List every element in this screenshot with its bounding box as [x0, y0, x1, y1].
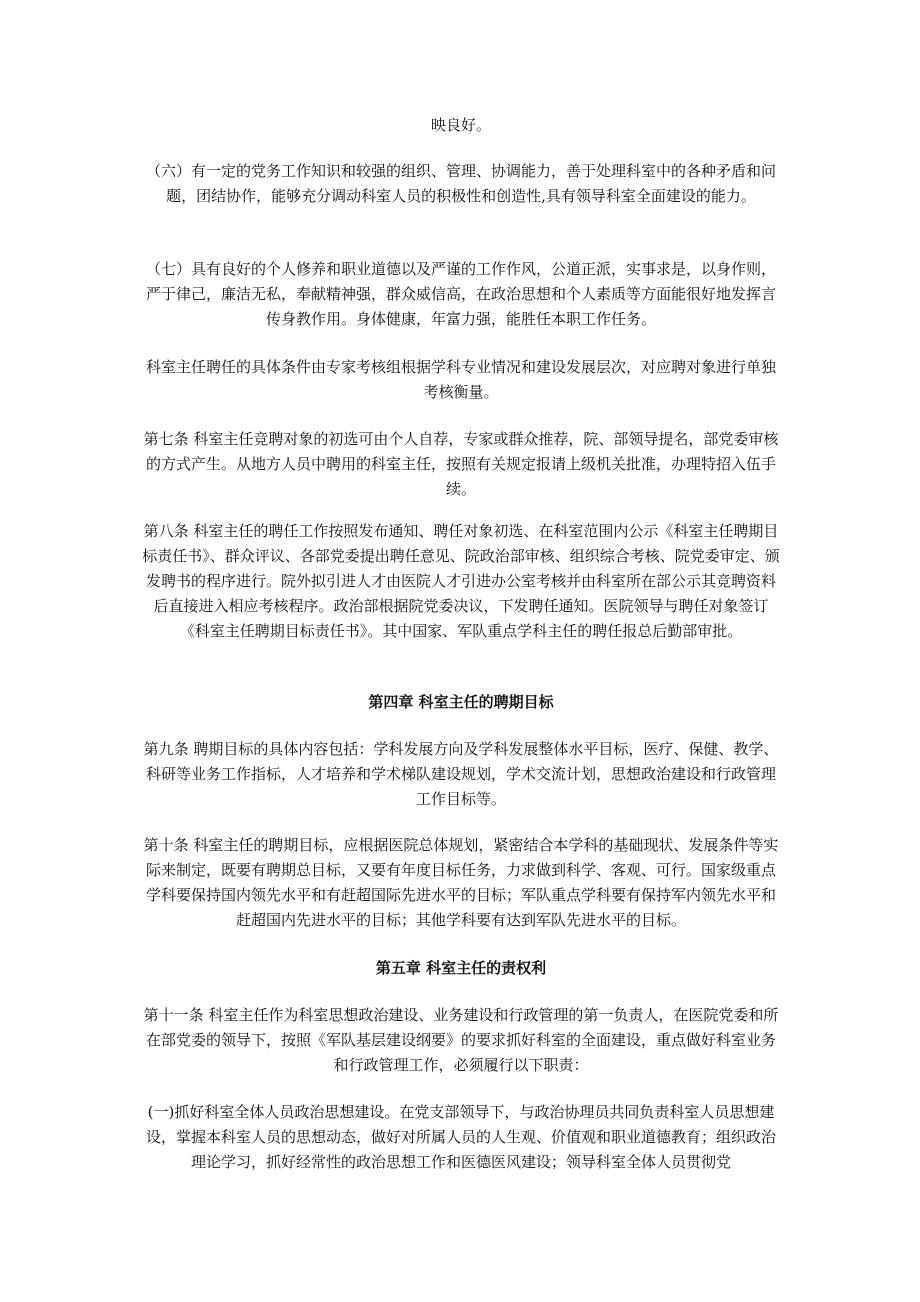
- paragraph-continuation: 映良好。: [430, 116, 491, 134]
- paragraph-article-8: 第八条 科室主任的聘任工作按照发布通知、聘任对象初选、在科室范围内公示《科室主任聘期目标责任书》、群众评议、各部党委提出聘任意见、院政治部审核、组织综合考核、院党委审定、颁发聘书的程序进行。院外拟引进人才由医院人才引进办公室考核并由科室所在部公示其竞聘资料后直接进入相应考核程序。政治部根据院党委决议，下发聘任通知。医院领导与聘任对象签订《科室主任聘期目标责任书》。其中国家、军队重点学科主任的聘任报总后勤部审批。: [142, 522, 780, 640]
- paragraph-article-9: 第九条 聘期目标的具体内容包括：学科发展方向及学科发展整体水平目标，医疗、保健、教学、科研等业务工作指标，人才培养和学术梯队建设规划，学术交流计划，思想政治建设和行政管理工作目标等。: [143, 740, 779, 808]
- paragraph-article-7: 第七条 科室主任竞聘对象的初选可由个人自荐，专家或群众推荐，院、部领导提名，部党委审核的方式产生。从地方人员中聘用的科室主任，按照有关规定报请上级机关批准，办理特招入伍手续。: [143, 430, 779, 498]
- paragraph-duty-1: (一)抓好科室全体人员政治思想建设。在党支部领导下，与政治协理员共同负责科室人员思想建设，掌握本科室人员的思想动态，做好对所属人员的人生观、价值观和职业道德教育；组织政治理论学习，抓好经常性的政治思想工作和医德医风建设；领导科室全体人员贯彻党: [145, 1103, 776, 1171]
- chapter-5-heading: 第五章 科室主任的责权利: [375, 959, 547, 977]
- paragraph-item-7: （七）具有良好的个人修养和职业道德以及严谨的工作作风，公道正派，实事求是，以身作则，严于律己，廉洁无私，奉献精神强，群众威信高，在政治思想和个人素质等方面能很好地发挥言传身教作用。身体健康，年富力强，能胜任本职工作任务。: [145, 260, 776, 328]
- paragraph-article-11: 第十一条 科室主任作为科室思想政治建设、业务建设和行政管理的第一负责人，在医院党委和所在部党委的领导下，按照《军队基层建设纲要》的要求抓好科室的全面建设，重点做好科室业务和行政管理工作，必须履行以下职责：: [143, 1006, 779, 1074]
- paragraph-item-6: （六）有一定的党务工作知识和较强的组织、管理、协调能力，善于处理科室中的各种矛盾和问题，团结协作，能够充分调动科室人员的积极性和创造性,具有领导科室全面建设的能力。: [145, 162, 776, 205]
- chapter-4-heading: 第四章 科室主任的聘期目标: [368, 693, 554, 711]
- paragraph-article-10: 第十条 科室主任的聘期目标，应根据医院总体规划，紧密结合本学科的基础现状、发展条件等实际来制定，既要有聘期总目标，又要有年度目标任务，力求做到科学、客观、可行。国家级重点学科要保持国内领先水平和有赶超国际先进水平的目标；军队重点学科要有保持军内领先水平和赶超国内先进水平的目标；其他学科要有达到军队先进水平的目标。: [143, 836, 779, 929]
- paragraph-conditions: 科室主任聘任的具体条件由专家考核组根据学科专业情况和建设发展层次，对应聘对象进行单独考核衡量。: [145, 358, 776, 401]
